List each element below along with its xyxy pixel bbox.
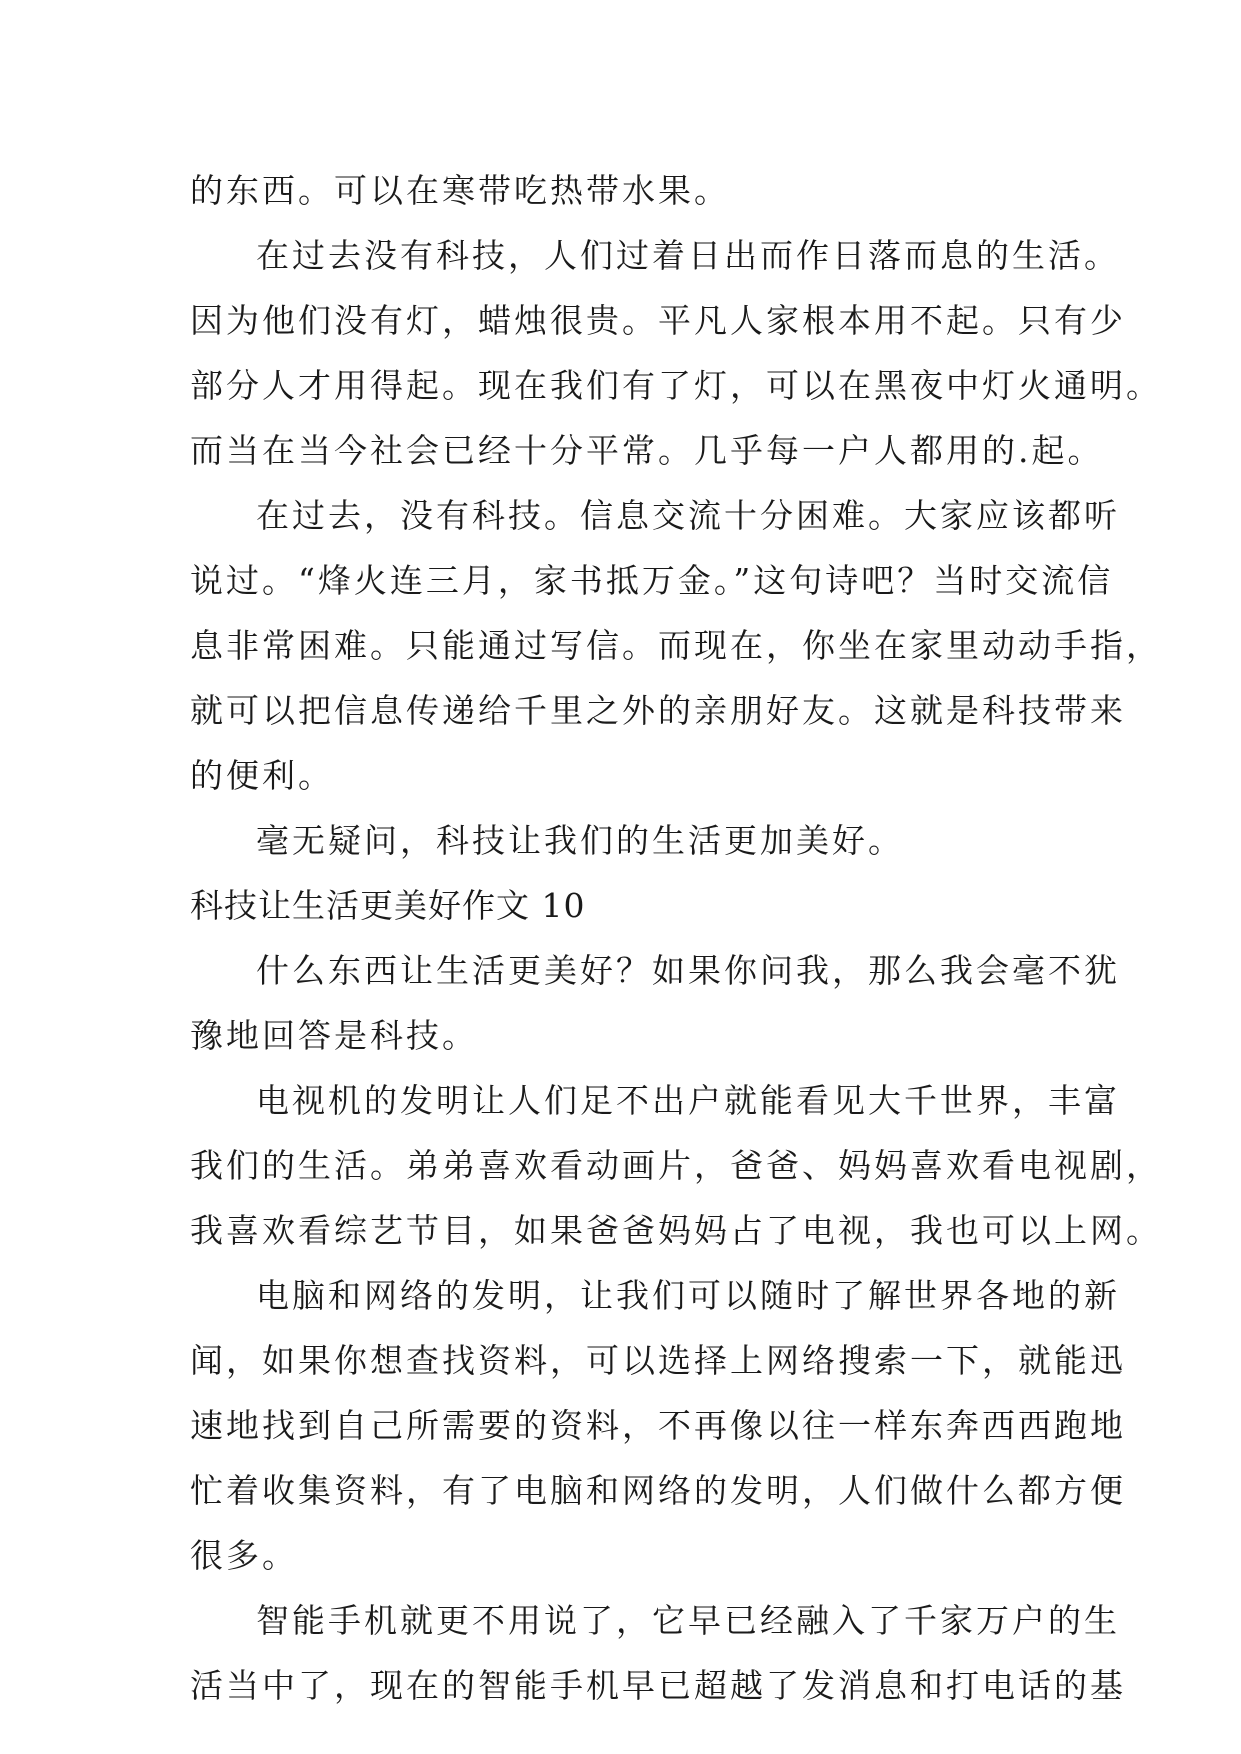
text-line: 因为他们没有灯，蜡烛很贵。平凡人家根本用不起。只有少 [190,301,1126,340]
text-line: 息非常困难。只能通过写信。而现在，你坐在家里动动手指， [190,626,1162,665]
text-line: 的便利。 [190,756,334,795]
text-line: 智能手机就更不用说了，它早已经融入了千家万户的生 [256,1601,1120,1640]
text-line: 电视机的发明让人们足不出户就能看见大千世界，丰富 [256,1081,1120,1120]
text-line: 毫无疑问，科技让我们的生活更加美好。 [256,821,904,860]
text-line: 就可以把信息传递给千里之外的亲朋好友。这就是科技带来 [190,691,1126,730]
text-line: 部分人才用得起。现在我们有了灯，可以在黑夜中灯火通明。 [190,366,1162,405]
document-body [190,158,1162,1718]
text-line: 活当中了，现在的智能手机早已超越了发消息和打电话的基 [190,1666,1126,1705]
text-line: 而当在当今社会已经十分平常。几乎每一户人都用的.起。 [190,431,1104,470]
text-line: 我们的生活。弟弟喜欢看动画片，爸爸、妈妈喜欢看电视剧， [190,1146,1162,1185]
text-line: 闻，如果你想查找资料，可以选择上网络搜索一下，就能迅 [190,1341,1126,1380]
text-line: 什么东西让生活更美好？如果你问我，那么我会毫不犹 [256,951,1120,990]
section-heading: 科技让生活更美好作文 10 [190,886,586,925]
text-line: 在过去，没有科技。信息交流十分困难。大家应该都听 [256,496,1120,535]
text-line: 说过。“烽火连三月，家书抵万金。”这句诗吧？当时交流信 [190,561,1114,600]
text-line: 速地找到自己所需要的资料，不再像以往一样东奔西西跑地 [190,1406,1126,1445]
text-line: 电脑和网络的发明，让我们可以随时了解世界各地的新 [256,1276,1120,1315]
text-line: 我喜欢看综艺节目，如果爸爸妈妈占了电视，我也可以上网。 [190,1211,1162,1250]
text-line: 忙着收集资料，有了电脑和网络的发明，人们做什么都方便 [190,1471,1126,1510]
text-line: 在过去没有科技，人们过着日出而作日落而息的生活。 [256,236,1120,275]
text-line: 的东西。可以在寒带吃热带水果。 [190,171,730,210]
text-line: 很多。 [190,1536,298,1575]
text-line: 豫地回答是科技。 [190,1016,478,1055]
